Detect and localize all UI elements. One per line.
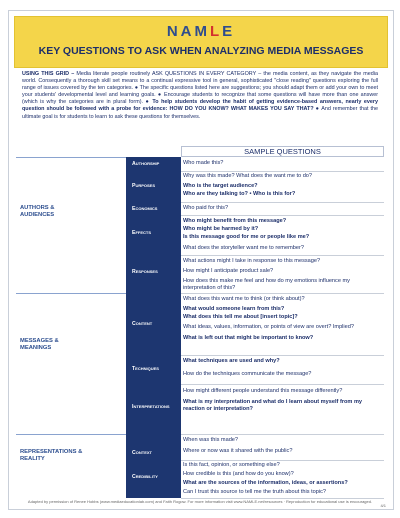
question-item: What is my interpretation and what do I learn about myself from my reaction or interpretation?: [183, 399, 363, 412]
page-number: 4/1: [380, 503, 386, 508]
question-item: What does the storyteller want me to remember?: [183, 245, 304, 251]
question-item: Who might benefit from this message?: [183, 218, 287, 224]
subcategory-responses: Responses: [126, 255, 181, 293]
question-item: What is left out that might be important to know?: [183, 335, 314, 341]
question-item: Is this message good for me or people like me?: [183, 234, 310, 240]
question-item: What ideas, values, information, or points of view are overt? Implied?: [183, 324, 355, 330]
category-divider: [16, 434, 126, 435]
question-item: When was this made?: [183, 437, 239, 443]
question-item: What actions might I take in response to this message?: [183, 258, 321, 264]
question-item: Is this fact, opinion, or something else?: [183, 462, 280, 468]
subcategory-interpretations: Interpretations: [126, 384, 181, 434]
footer-credit: Adapted by permission of Renee Hobbs (www.mediaeducationlab.com) and Faith Rogow. For more information visit www.NAMLE.net/resources · Reproduction for educational use is encouraged.: [27, 499, 373, 504]
category-divider: [16, 293, 126, 294]
sample-questions-header: SAMPLE QUESTIONS: [181, 146, 384, 157]
question-item: How does this make me feel and how do my emotions influence my interpretation of this?: [183, 278, 350, 291]
question-item: How credible is this (and how do you know)?: [183, 471, 294, 477]
subcategory-effects: Effects: [126, 215, 181, 255]
subcategory-economics: Economics: [126, 202, 181, 215]
subcategory-context: Context: [126, 434, 181, 460]
question-item: What does this want me to think (or think about)?: [183, 296, 305, 302]
namle-logo: NAMLE: [166, 23, 236, 40]
question-item: What would someone learn from this?: [183, 306, 285, 312]
question-item: Who are they talking to? • Who is this for?: [183, 191, 296, 197]
subcategory-credibility: Credibility: [126, 460, 181, 498]
question-item: What techniques are used and why?: [183, 358, 280, 364]
subcategory-purposes: Purposes: [126, 171, 181, 202]
question-item: How might I anticipate product sale?: [183, 268, 274, 274]
header-banner: [14, 16, 388, 68]
question-item: Who paid for this?: [183, 205, 229, 211]
category-divider: [16, 157, 126, 158]
question-item: Can I trust this source to tell me the truth about this topic?: [183, 489, 327, 495]
subcategory-content: Content: [126, 293, 181, 355]
subcategory-techniques: Techniques: [126, 355, 181, 384]
question-item: How do the techniques communicate the message?: [183, 371, 312, 377]
category-messages-meanings: MESSAGES & MEANINGS: [16, 338, 126, 350]
category-authors-audiences: AUTHORS & AUDIENCES: [16, 206, 126, 218]
question-item: What does this tell me about [insert topic]?: [183, 314, 298, 320]
subcategory-authorship: Authorship: [126, 157, 181, 171]
question-item: Who is the target audience?: [183, 183, 258, 189]
category-representations-reality: REPRESENTATIONS & REALITY: [16, 449, 126, 461]
question-item: Why was this made? What does the want me to do?: [183, 173, 313, 179]
intro-paragraph: USING THIS GRID – Media literate people routinely ASK QUESTIONS IN EVERY CATEGORY – the media content, as they navigate the media world. Consequently a thorough skill set means to a continual expressive tool in general, sophisticated "close reading" questions exploring the full range of issues covered by the ten categories. ● The specific questions listed here are suggestions; you should adapt them or add your own to meet your students' developmental level and learning goals. ● Encourage students to recognize that some questions will have more than one answer (which is why the categories are in plural form). ● To help students develop the habit of getting evidence-based answers, nearly every question should be followed with a probe for evidence: HOW DO YOU KNOW? WHAT MAKES YOU SAY THAT? ● And remember that the ultimate goal is for students to learn to ask these questions for themselves.: [22, 71, 378, 120]
question-item: Who might be harmed by it?: [183, 226, 259, 232]
question-item: What are the sources of the information, ideas, or assertions?: [183, 480, 348, 486]
questions-grid: [16, 146, 384, 498]
question-item: How might different people understand this message differently?: [183, 388, 343, 394]
question-item: Who made this?: [183, 160, 224, 166]
question-item: Where or now was it shared with the public?: [183, 448, 293, 454]
page-title: KEY QUESTIONS TO ASK WHEN ANALYZING MEDIA MESSAGES: [38, 45, 364, 57]
